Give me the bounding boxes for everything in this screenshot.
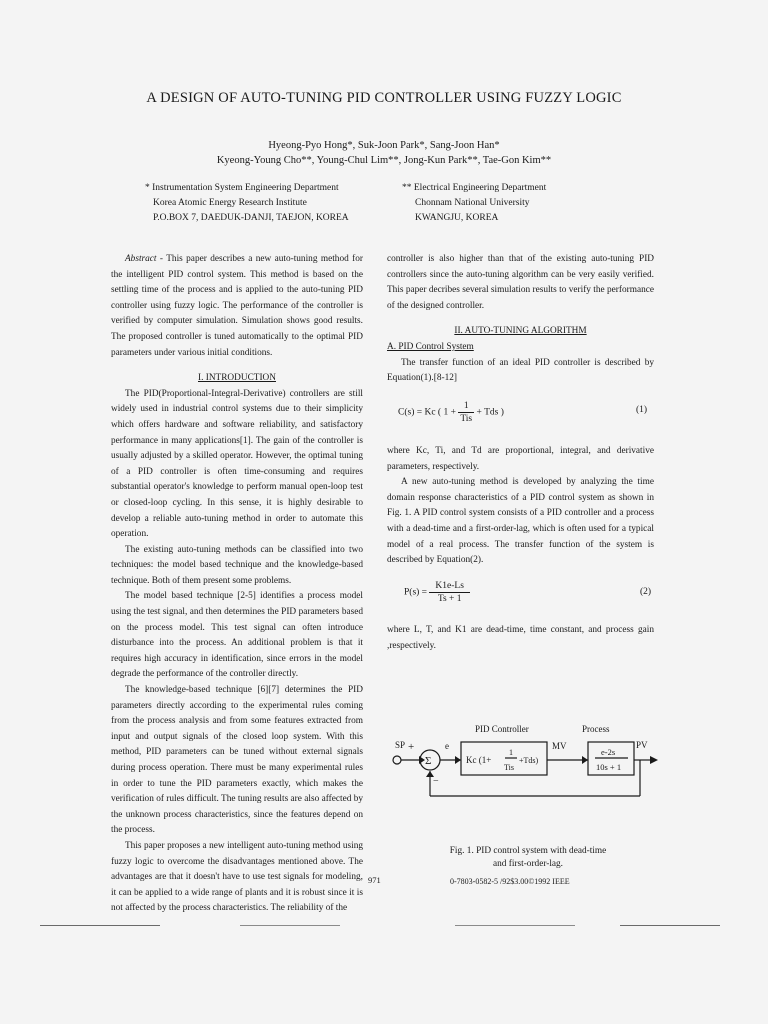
affiliation-right-line: Chonnam National University [415, 198, 530, 208]
process-label: Process [582, 724, 610, 734]
pid-controller-label: PID Controller [475, 724, 529, 734]
equation-1-numerator: 1 [458, 400, 474, 413]
affiliation-left-line: Korea Atomic Energy Research Institute [153, 198, 307, 208]
abstract [111, 252, 363, 361]
scan-line [240, 925, 340, 926]
paper-title: A DESIGN OF AUTO-TUNING PID CONTROLLER USING FUZZY LOGIC [146, 90, 622, 106]
equation-2-number: (2) [640, 587, 652, 597]
paragraph-continued: controller is also higher than that of the existing auto-tuning PID controllers since the auto-tuning algorithm can be very easily verified. This paper decribes several simulation results to verify the performance of the designed controller. [387, 254, 654, 311]
setpoint-label: SP [395, 740, 406, 750]
process-block-numerator: e-2s [601, 747, 616, 757]
equation-2 [404, 580, 470, 605]
equation-1 [398, 400, 504, 425]
scan-line [40, 925, 160, 926]
section-2-heading: II. AUTO-TUNING ALGORITHM [454, 326, 587, 337]
page-number: 971 [368, 875, 381, 885]
right-column-lower [387, 623, 654, 654]
abstract-label: Abstract [125, 254, 157, 264]
auto-tuning-paragraph: A new auto-tuning method is developed by analyzing the time domain response characteristics of a PID control system as shown in Fig. 1. A PID control system consists of a PID controller and a process with a dead-time and a first-order-lag, which is often used for a typical model of a real process. The transfer function of the system is described by Equation(2). [387, 477, 654, 566]
pid-block-numerator: 1 [509, 748, 513, 757]
scan-line [455, 925, 575, 926]
caption-line-2: and first-order-lag. [492, 859, 564, 869]
introduction-heading: I. INTRODUCTION [198, 373, 276, 384]
error-label: e [445, 741, 449, 751]
affiliation-right-line: ** Electrical Engineering Department [402, 183, 547, 193]
affiliation-left [145, 181, 349, 226]
ieee-copyright: 0-7803-0582-5 /92$3.00©1992 IEEE [450, 877, 570, 886]
intro-paragraph: The PID(Proportional-Integral-Derivative) controllers are still widely used in industrial control systems due to their simplicity which offers hardware and software reliability, and satisfactory performance in many applications[1]. The gain of the controller is usually adjusted by a skilled operator. However, the optimal tuning of a PID controller is often time-consuming and requires substantial operator's knowledge to perform manual open-loop test or closed-loop cycling. In this sense, it is highly desirable to develop a reliable auto-tuning method in order to automate this operation. [111, 388, 363, 540]
right-column [387, 252, 654, 387]
pid-block-lhs: Kc (1+ [466, 755, 492, 765]
equation-1-rhs: + Tds ) [476, 407, 504, 418]
affiliation-left-line: * Instrumentation System Engineering Department [145, 183, 339, 193]
equation-1-lhs: C(s) = Kc ( 1 + [398, 407, 456, 418]
arrow-head [455, 756, 461, 764]
plus-sign: + [408, 741, 415, 753]
manipulated-variable-label: MV [552, 741, 567, 751]
process-variable-label: PV [636, 740, 648, 750]
intro-paragraph: This paper proposes a new intelligent auto-tuning method using fuzzy logic to overcome the disadvantages mentioned above. The advantages are that it doesn't have to use test signals for modeling, it can be applied to a wide range of plants and it is robust since it is not affected by the process characteristics. The reliability of the [111, 840, 363, 914]
caption-line-1: Fig. 1. PID control system with dead-time [449, 846, 607, 856]
input-terminal [393, 756, 401, 764]
affiliation-right-line: KWANGJU, KOREA [415, 213, 499, 223]
pid-block-denominator: Tis [504, 763, 514, 772]
right-column-middle [387, 444, 654, 569]
equation-1-fraction [458, 400, 474, 425]
figure-1-caption [388, 845, 668, 871]
pid-block-diagram [388, 718, 663, 822]
intro-paragraph: The model based technique [2-5] identifies a process model using the test signal, and then determines the PID parameters based on the process model. This test signal can often introduce disturbance into the process. An additional problem is that it requires high accuracy in identification, since errors in the model degrade the performance of the controller directly. [111, 591, 363, 680]
author-line-1: Hyeong-Pyo Hong*, Suk-Joon Park*, Sang-Joon Han* [268, 140, 500, 151]
arrow-head [582, 756, 588, 764]
pid-block-rhs: +Tds) [519, 756, 539, 765]
minus-sign: − [433, 776, 439, 787]
affiliation-left-line: P.O.BOX 7, DAEDUK-DANJI, TAEJON, KOREA [153, 213, 349, 223]
subsection-a-heading: A. PID Control System [387, 341, 474, 352]
author-line-2: Kyeong-Young Cho**, Young-Chul Lim**, Jong-Kun Park**, Tae-Gon Kim** [216, 155, 552, 166]
equation-2-lhs: P(s) = [404, 587, 428, 598]
left-column [111, 252, 363, 917]
arrow-head [650, 756, 658, 764]
equation-1-number: (1) [636, 405, 648, 415]
abstract-text: - This paper describes a new auto-tuning method for the intelligent PID control system. This method is based on the settling time of the process and is applied to the auto-tuning PID controller using fuzzy logic. The performance of the controller is verified by computer simulation. Simulation shows good results. The proposed controller is tuned automatically to the optimal PID parameters under various initial conditions. [111, 254, 363, 358]
transfer-function-paragraph: The transfer function of an ideal PID controller is described by Equation(1).[8-12] [387, 357, 654, 384]
process-block-denominator: 10s + 1 [596, 762, 622, 772]
sigma-symbol: Σ [425, 755, 432, 767]
equation-2-denominator: Ts + 1 [437, 594, 462, 604]
equation-1-denominator: Tis [460, 414, 473, 424]
intro-paragraph: The existing auto-tuning methods can be classified into two techniques: the model based technique and the knowledge-based technique. Both of them present some problems. [111, 544, 363, 586]
where-paragraph-1: where Kc, Ti, and Td are proportional, integral, and derivative parameters, respectively. [387, 446, 654, 472]
scan-line [620, 925, 720, 926]
intro-paragraph: The knowledge-based technique [6][7] determines the PID parameters directly according to the experimental rules coming from the process analysis and from some features extracted from input and output signals of the closed loop system. With this method, PID parameters can be tuned without external signals during process operation. There must be many experimental rules in order to tune the PID parameters exactly, which makes the verification of rules difficult. The tuning results are also affected by the unknown process characteristics, since the features depend on the process. [111, 685, 363, 836]
affiliation-right [402, 181, 546, 226]
author-list [0, 138, 768, 168]
where-paragraph-2: where L, T, and K1 are dead-time, time constant, and process gain ,respectively. [387, 625, 654, 651]
equation-2-numerator: K1e-Ls [429, 580, 470, 593]
equation-2-fraction [429, 580, 470, 605]
